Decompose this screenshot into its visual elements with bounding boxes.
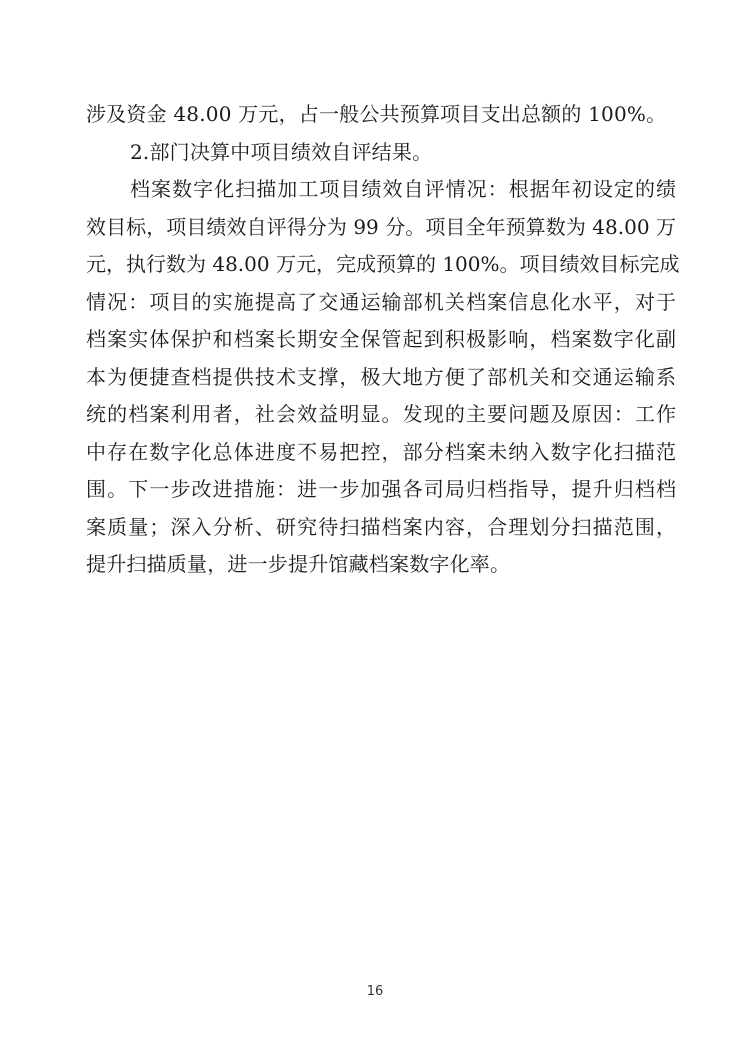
page-number: 16 [366, 984, 384, 999]
text-line: 中存在数字化总体进度不易把控，部分档案未纳入数字化扫描范 [86, 439, 676, 464]
text-line: 档案数字化扫描加工项目绩效自评情况：根据年初设定的绩 [130, 177, 676, 201]
text-line: 本为便捷查档提供技术支撑，极大地方便了部机关和交通运输系 [86, 364, 676, 389]
text-line: 案质量；深入分析、研究待扫描档案内容，合理划分扫描范围， [86, 514, 676, 539]
text-line: 效目标，项目绩效自评得分为 99 分。项目全年预算数为 48.00 万 [86, 214, 676, 239]
text-line: 围。下一步改进措施：进一步加强各司局归档指导，提升归档档 [86, 477, 676, 501]
text-line: 情况：项目的实施提高了交通运输部机关档案信息化水平，对于 [86, 289, 676, 314]
section-heading: 2.部门决算中项目绩效自评结果。 [130, 139, 433, 164]
text-line: 档案实体保护和档案长期安全保管起到积极影响，档案数字化副 [86, 327, 676, 351]
text-line: 提升扫描质量，进一步提升馆藏档案数字化率。 [86, 552, 511, 576]
text-line: 元，执行数为 48.00 万元，完成预算的 100%。项目绩效目标完成 [86, 252, 680, 276]
text-line: 统的档案利用者，社会效益明显。发现的主要问题及原因：工作 [86, 402, 676, 426]
body-text [86, 96, 680, 584]
text-line: 涉及资金 48.00 万元，占一般公共预算项目支出总额的 100%。 [86, 102, 667, 126]
